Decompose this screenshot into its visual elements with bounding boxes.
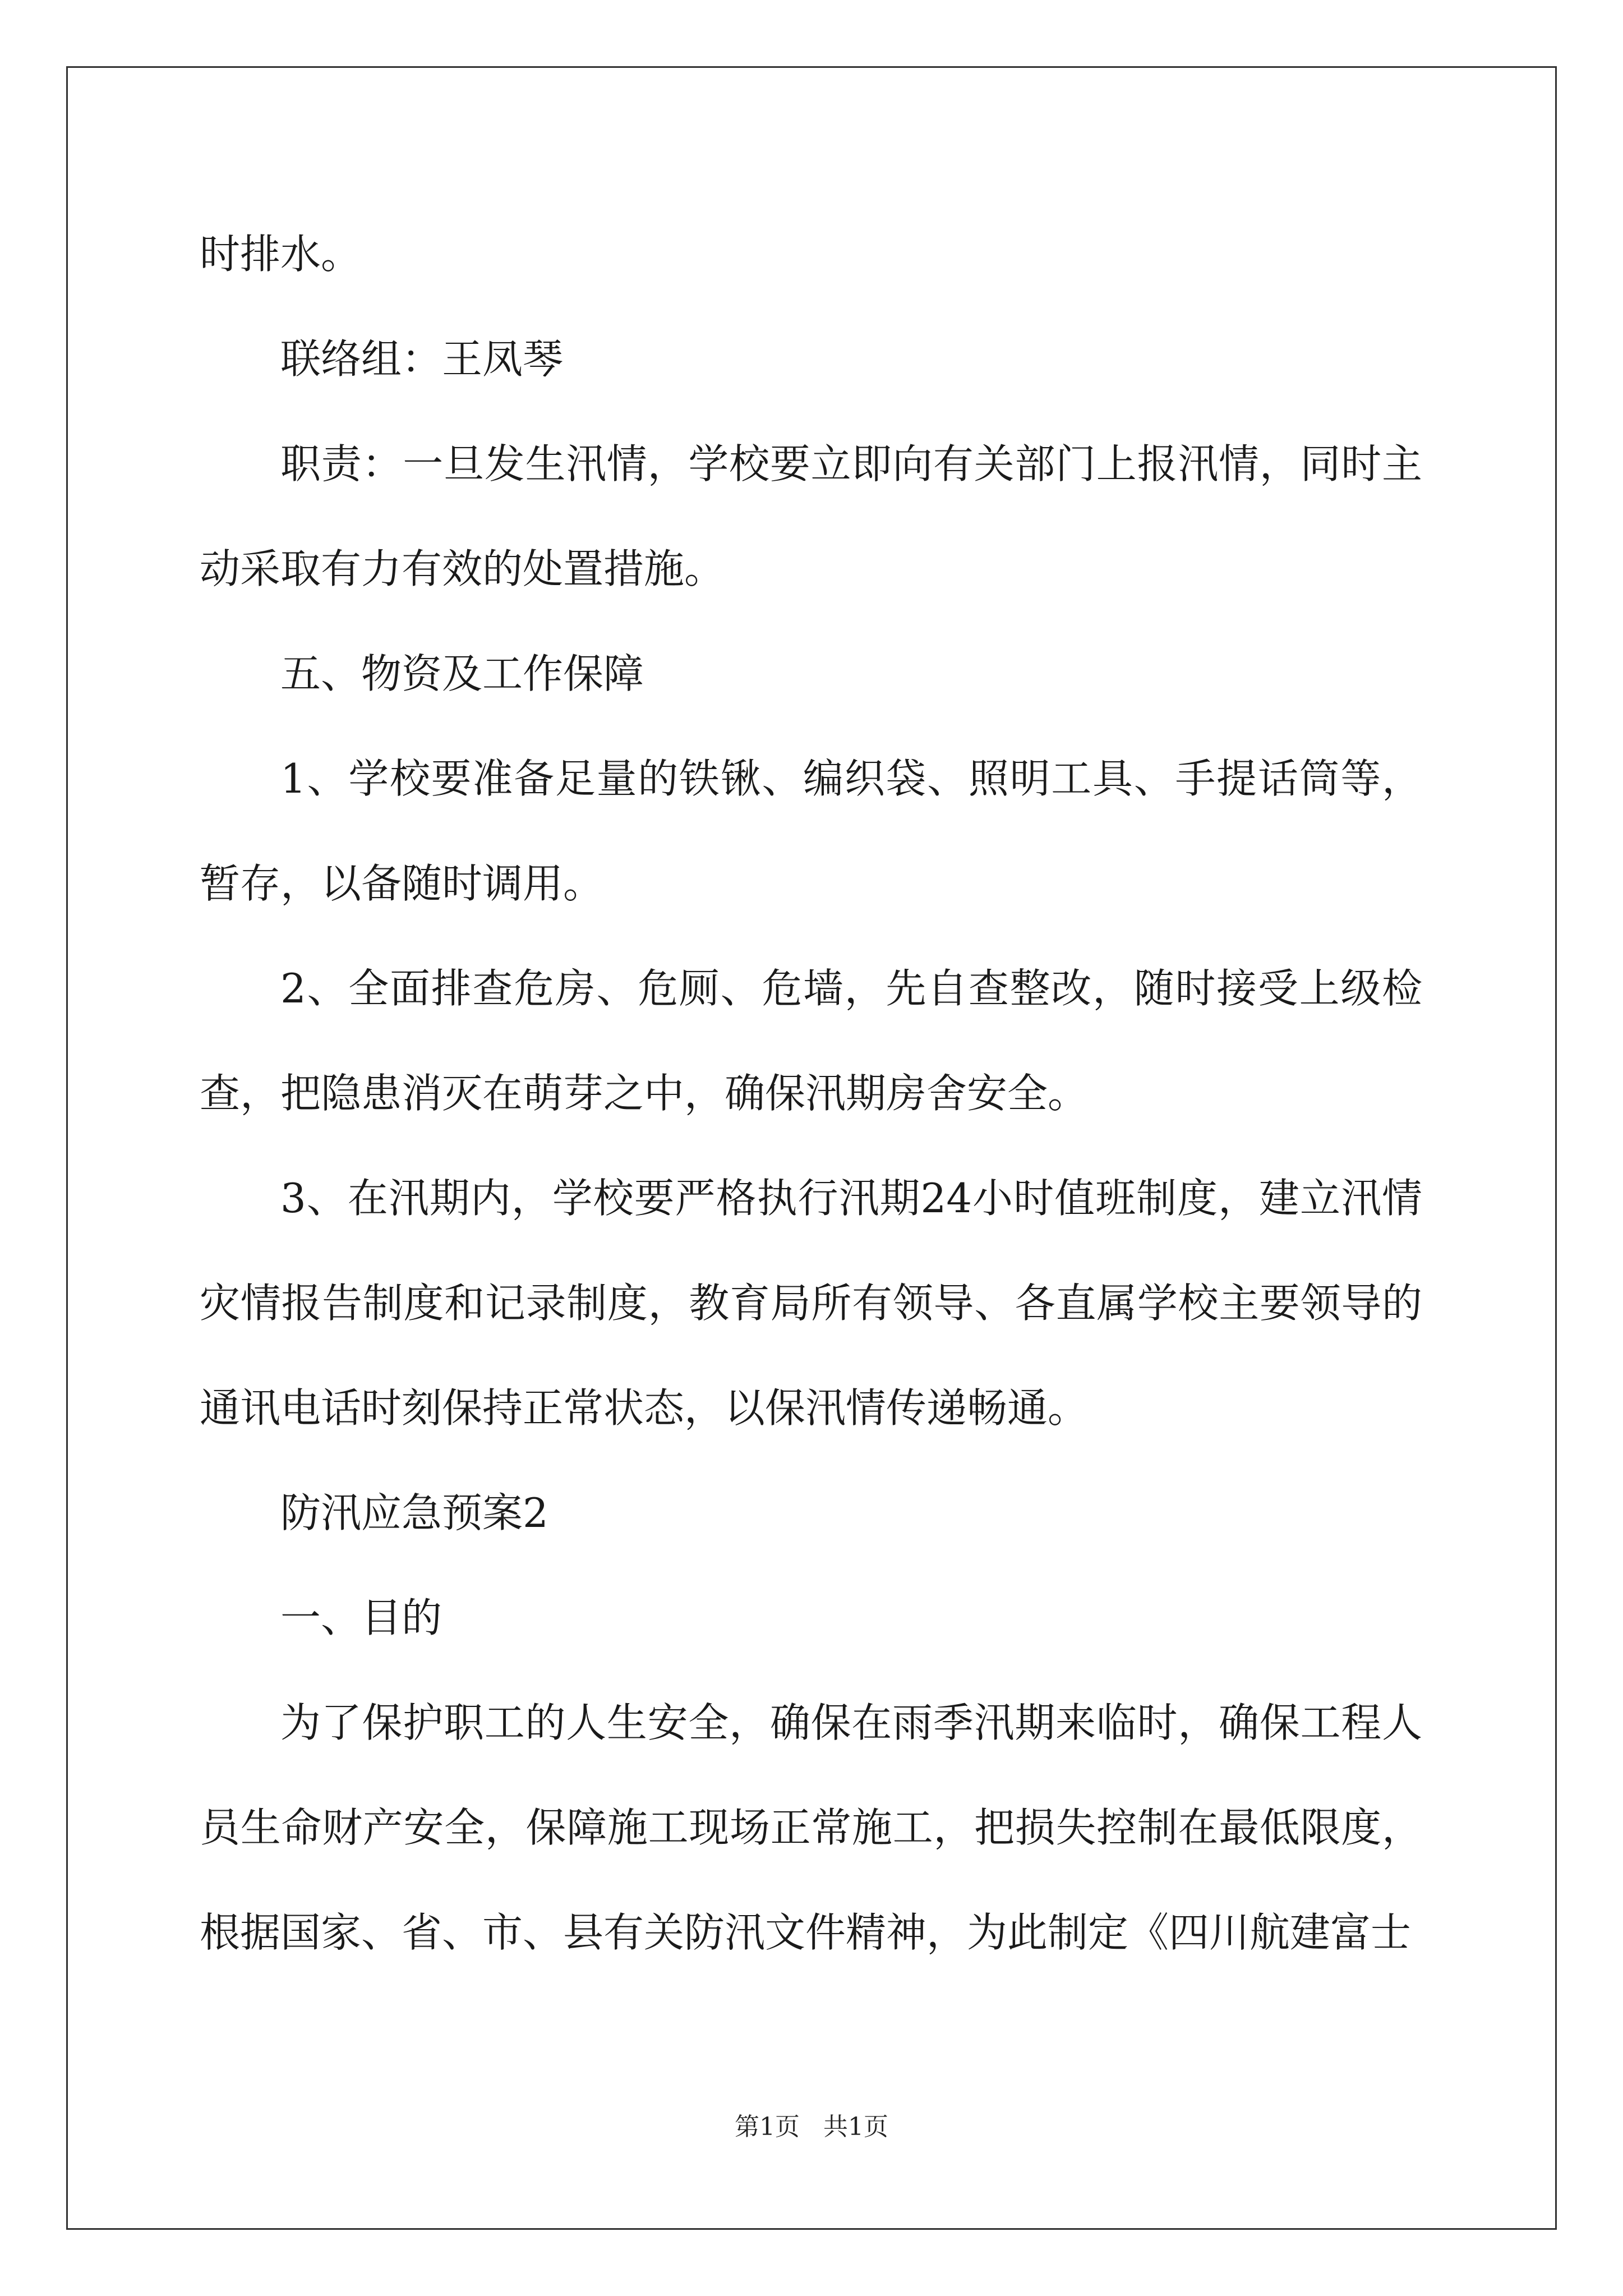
paragraph-2: 联络组：王凤琴 — [280, 335, 564, 383]
paragraph-8: 防汛应急预案2 — [280, 1489, 548, 1536]
paragraph-6: 2、全面排查危房、危厕、危墙，先自查整改，随时接受上级检查，把隐患消灭在萌芽之中，确保汛期房舍安全。 — [200, 965, 1422, 1117]
paragraph-9: 一、目的 — [280, 1594, 442, 1641]
paragraph-5: 1、学校要准备足量的铁锹、编织袋、照明工具、手提话筒等，暂存，以备随时调用。 — [200, 755, 1422, 907]
page-footer — [0, 2106, 1623, 2142]
document-body — [200, 202, 1422, 1985]
paragraph-1: 时排水。 — [200, 231, 362, 278]
paragraph-7: 3、在汛期内，学校要严格执行汛期24小时值班制度，建立汛情灾情报告制度和记录制度，教育局所有领导、各直属学校主要领导的通讯电话时刻保持正常状态，以保汛情传递畅通。 — [200, 1175, 1422, 1432]
page-total: 共1页 — [823, 2113, 888, 2141]
paragraph-4: 五、物资及工作保障 — [280, 650, 644, 697]
paragraph-10: 为了保护职工的人生安全，确保在雨季汛期来临时，确保工程人员生命财产安全，保障施工现场正常施工，把损失控制在最低限度，根据国家、省、市、县有关防汛文件精神，为此制定《四川航建富士 — [200, 1699, 1422, 1956]
page-number: 第1页 — [735, 2113, 800, 2141]
paragraph-3: 职责：一旦发生汛情，学校要立即向有关部门上报汛情，同时主动采取有力有效的处置措施。 — [200, 440, 1422, 592]
